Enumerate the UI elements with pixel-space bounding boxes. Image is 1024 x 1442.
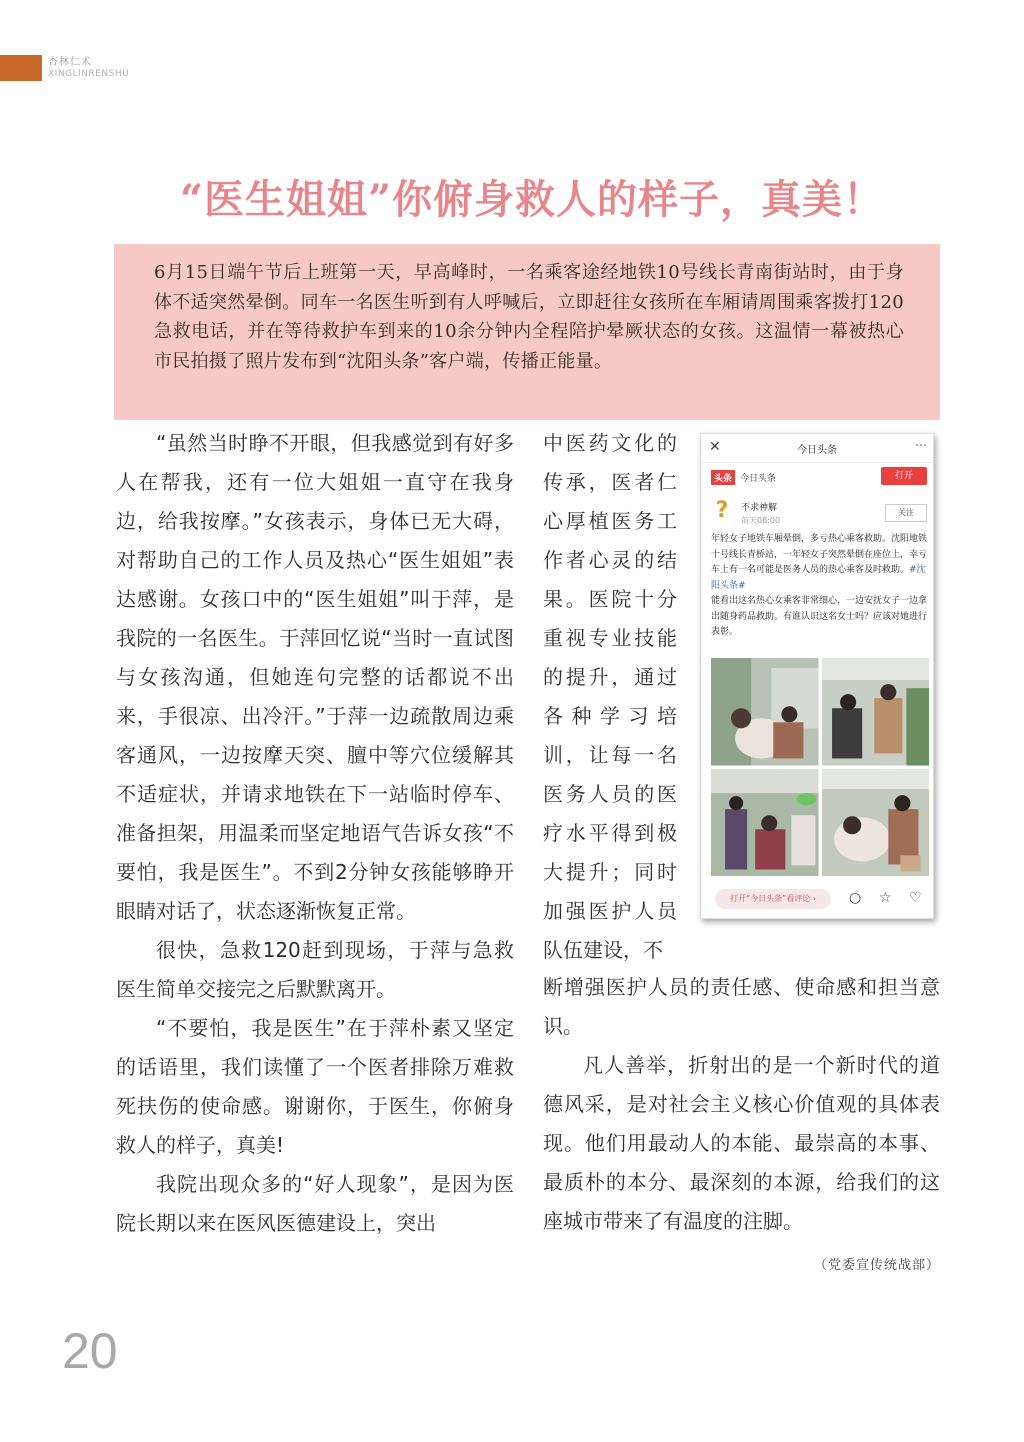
left-column [116, 424, 514, 1243]
screenshot-footer [701, 884, 933, 918]
article-title: “医生姐姐”你俯身救人的样子，真美！ [179, 176, 884, 223]
follow-button: 关注 [885, 504, 927, 522]
paragraph: 凡人善举，折射出的是一个新时代的道德风采，是对社会主义核心价值观的具体表现。他们用最动人的本能、最崇高的本事、最质朴的本分、最深刻的本源，给我们的这座城市带来了有温度的注脚。 [543, 1053, 940, 1233]
app-brand [711, 468, 776, 486]
post-text-2: 能看出这名热心女乘客非常细心，一边安抚女子一边拿出随身药品救助。有谁认识这名女士吗？应该对她进行表彰。 [711, 596, 928, 637]
photo-2 [822, 658, 930, 766]
comment-icon: ○ [849, 890, 862, 906]
paragraph: 我院出现众多的“好人现象”，是因为医院长期以来在医风医德建设上，突出 [116, 1172, 514, 1235]
like-icon: ♡ [909, 890, 922, 906]
right-column [543, 968, 940, 1241]
photo-4 [822, 769, 930, 877]
paragraph: “不要怕，我是医生”在于萍朴素又坚定的话语里，我们读懂了一个医者排除万难救死扶伤的使命感。谢谢你，于医生，你俯身救人的样子，真美! [116, 1016, 514, 1157]
paragraph: “虽然当时睁不开眼，但我感觉到有好多人在帮我，还有一位大姐姐一直守在我身边，给我按摩。”女孩表示，身体已无大碍，对帮助自己的工作人员及热心“医生姐姐”表达感谢。女孩口中的“医生姐姐”叫于萍，是我院的一名医生。于萍回忆说“当时一直试图与女孩沟通，但她连句完整的话都说不出来，手很凉、出冷汗。”于萍一边疏散周边乘客通风，一边按摩天突、膻中等穴位缓解其不适症状，并请求地铁在下一站临时停车、准备担架，用温柔而坚定地语气告诉女孩“不要怕，我是医生”。不到2分钟女孩能够睁开眼睛对话了，状态逐渐恢复正常。 [116, 431, 514, 923]
author-credit: （党委宣传统战部） [813, 1258, 940, 1273]
post-time: 前天08:00 [741, 516, 781, 525]
paragraph: 很快，急救120赶到现场，于萍与急救医生简单交接完之后默默离开。 [116, 938, 514, 1001]
post-body [711, 532, 927, 641]
hashtag: #沈阳头条# [711, 565, 926, 591]
screenshot-titlebar [701, 434, 933, 463]
section-name: 杏林仁术 [48, 57, 92, 68]
section-name-pinyin: XINGLINRENSHU [48, 69, 130, 79]
app-name: 今日头条 [740, 473, 777, 484]
open-app-button: 打开 [881, 467, 927, 485]
open-comments-button: 打开“今日头条”看评论 › [715, 889, 831, 909]
app-logo: 头条 [711, 470, 735, 485]
photo-3 [711, 769, 819, 877]
screenshot-window-title: 今日头条 [797, 445, 837, 456]
question-mark-avatar-icon: ? [715, 498, 729, 523]
page-number: 20 [62, 1323, 118, 1379]
news-app-screenshot [700, 433, 934, 919]
intro-text: 6月15日端午节后上班第一天，早高峰时，一名乘客途经地铁10号线长青南街站时，由于身体不适突然晕倒。同车一名医生听到有人呼喊后，立即赶往女孩所在车厢请周围乘客拨打120急救电话，并在等待救护车到来的10余分钟内全程陪护晕厥状态的女孩。这温情一幕被热心市民拍摄了照片发布到“沈阳头条”客户端，传播正能量。 [154, 262, 904, 372]
section-color-bar [0, 55, 42, 81]
paragraph: 断增强医护人员的责任感、使命感和担当意识。 [543, 975, 940, 1038]
close-icon: ✕ [709, 439, 721, 455]
photo-1 [711, 658, 819, 766]
intro-box [114, 244, 940, 420]
middle-column [543, 424, 677, 970]
star-icon: ☆ [879, 890, 892, 906]
paragraph: 中医药文化的传承，医者仁心厚植医务工作者心灵的结果。医院十分重视专业技能的提升，通过各种学习培训，让每一名医务人员的医疗水平得到极大提升；同时加强医护人员队伍建设，不 [543, 431, 677, 962]
more-icon: ⋯ [915, 438, 927, 452]
author-name: 不求神解 [741, 503, 778, 513]
post-text: 年轻女子地铁车厢晕倒，多亏热心乘客救助。沈阳地铁十号线长青桥站，一年轻女子突然晕倒在座位上，幸亏车上有一名可能是医务人员的热心乘客及时救助。 [711, 534, 928, 575]
photo-grid [711, 658, 929, 876]
